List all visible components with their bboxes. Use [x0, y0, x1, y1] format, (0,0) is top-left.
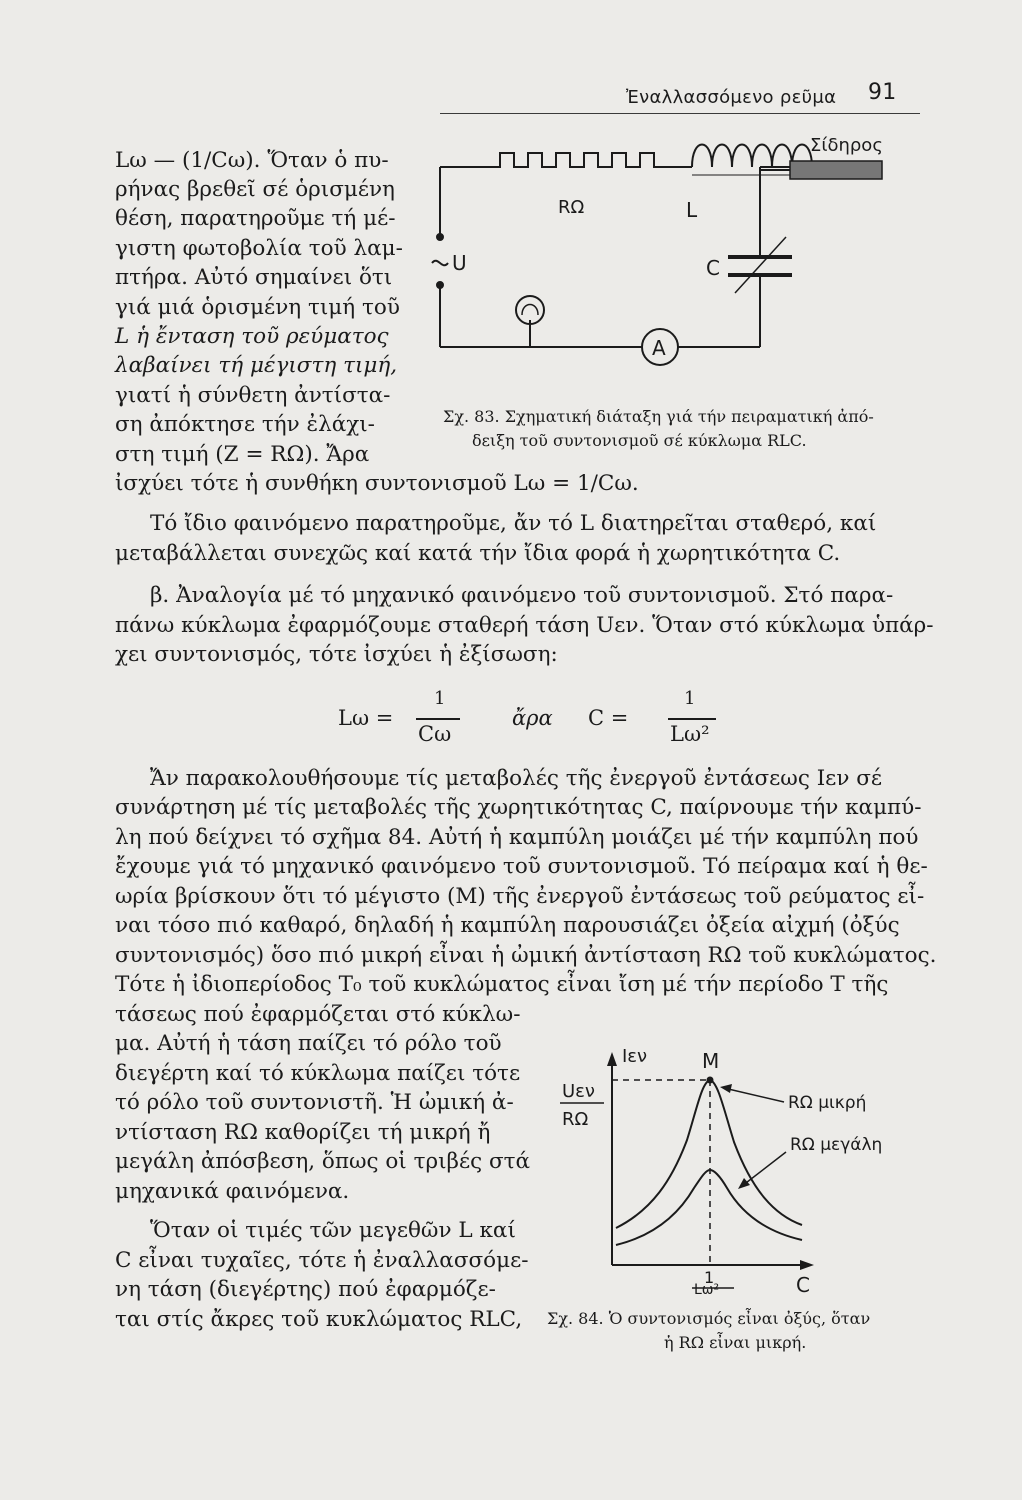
equation-mid: ἄρα [512, 706, 553, 730]
text-line: ωρία βρίσκουν ὅτι τό μέγιστο (M) τῆς ἐνεργοῦ ἐντάσεως τοῦ ρεύματος εἶ- [115, 884, 925, 909]
x-axis-arrow [800, 1260, 814, 1270]
ac-source-icon [432, 261, 448, 266]
fig84-label-small: RΩ μικρή [788, 1093, 867, 1113]
text-line: τάσεως πού ἐφαρμόζεται στό κύκλω- [115, 1002, 521, 1027]
arrow-small-r [724, 1088, 784, 1102]
text-line: στη τιμή (Z = RΩ). Ἄρα [115, 442, 370, 467]
equation-den2: Lω² [670, 722, 710, 746]
fig84-label-x0-den: Lω² [694, 1282, 720, 1295]
fig83-label-l: L [686, 198, 698, 222]
figure-83-circuit [430, 125, 910, 385]
text-line: πτήρα. Αὐτό σημαίνει ὅτι [115, 265, 393, 290]
text-line: διεγέρτη καί τό κύκλωμα παίζει τότε [115, 1061, 521, 1086]
text-line: λαβαίνει τή μέγιστη τιμή, [115, 353, 398, 378]
text-line: μεγάλη ἀπόσβεση, ὅπως οἱ τριβές στά [115, 1149, 531, 1174]
fig84-label-ratio-num: Uεν [562, 1081, 595, 1102]
fig83-label-iron: Σίδηρος [810, 135, 883, 156]
text-line: τό ρόλο τοῦ συντονιστῆ. Ἡ ὠμική ἀ- [115, 1090, 514, 1115]
equation-den1: Cω [418, 722, 452, 746]
text-line: μα. Αὐτή ἡ τάση παίζει τό ρόλο τοῦ [115, 1031, 502, 1056]
peak-point-m [707, 1077, 714, 1084]
text-line: ται στίς ἄκρες τοῦ κυκλώματος RLC, [115, 1307, 523, 1332]
curve-small-r [616, 1080, 802, 1228]
fig84-caption-line2: ἡ RΩ εἶναι μικρή. [664, 1333, 807, 1352]
fig84-label-y: Iεν [622, 1046, 648, 1067]
text-line: ση ἀπόκτησε τήν ἐλάχι- [115, 412, 375, 437]
fig83-caption-line2: δειξη τοῦ συντονισμοῦ σέ κύκλωμα RLC. [472, 431, 807, 450]
text-line: μεταβάλλεται συνεχῶς καί κατά τήν ἴδια φορά ἡ χωρητικότητα C. [115, 541, 841, 566]
fig83-label-r: RΩ [558, 197, 585, 218]
arrow-large-r [742, 1152, 786, 1186]
iron-core [790, 161, 882, 179]
text-line: Τό ἴδιο φαινόμενο παρατηροῦμε, ἄν τό L διατηρεῖται σταθερό, καί [150, 511, 877, 536]
fig83-label-u: U [452, 251, 467, 275]
text-line: νη τάση (διεγέρτης) πού ἐφαρμόζε- [115, 1277, 496, 1302]
fig83-caption-line1: Σχ. 83. Σχηματική διάταξη γιά τήν πειραματική ἀπό- [443, 407, 874, 426]
text-line: ἔχουμε γιά τό μηχανικό φαινόμενο τοῦ συντονισμοῦ. Τό πείραμα καί ἡ θε- [115, 854, 928, 879]
text-line: Τότε ἡ ἰδιοπερίοδος T₀ τοῦ κυκλώματος εἶναι ἴση μέ τήν περίοδο T τῆς [115, 972, 889, 997]
fig84-label-x: C [796, 1273, 810, 1295]
fig84-label-x0-num: 1 [704, 1268, 715, 1287]
equation-lhs1: Lω = [338, 706, 394, 730]
fig84-label-large: RΩ μεγάλη [790, 1135, 883, 1155]
text-line: γιά μιά ὁρισμένη τιμή τοῦ [115, 295, 400, 320]
text-line: ναι τόσο πιό καθαρό, δηλαδή ἡ καμπύλη παρουσιάζει ὀξεία αἰχμή (ὀξύς [115, 913, 900, 938]
fig84-label-ratio-den: RΩ [562, 1109, 589, 1130]
header-rule [440, 113, 920, 114]
equation-fraction-bar2 [668, 718, 716, 720]
text-line: ἰσχύει τότε ἡ συνθήκη συντονισμοῦ Lω = 1/Cω. [115, 471, 639, 496]
figure-84-resonance-curves [552, 1030, 932, 1295]
text-line: λη πού δείχνει τό σχῆμα 84. Αὐτή ἡ καμπύλη μοιάζει μέ τήν καμπύλη πού [115, 825, 919, 850]
equation-num2: 1 [684, 688, 696, 709]
text-line: γιατί ἡ σύνθετη ἀντίστα- [115, 383, 391, 408]
fig84-caption-line1: Σχ. 84. Ὁ συντονισμός εἶναι ὀξύς, ὅταν [547, 1309, 871, 1328]
text-line: πάνω κύκλωμα ἐφαρμόζουμε σταθερή τάση Uεν. Ὅταν στό κύκλωμα ὑπάρ- [115, 613, 934, 638]
text-line: συνάρτηση μέ τίς μεταβολές τῆς χωρητικότητας C, παίρνουμε τήν καμπύ- [115, 795, 922, 820]
text-line: Ἄν παρακολουθήσουμε τίς μεταβολές τῆς ἐνεργοῦ ἐντάσεως Iεν σέ [150, 766, 883, 791]
text-line: χει συντονισμός, τότε ἰσχύει ἡ ἐξίσωση: [115, 642, 558, 667]
page-number: 91 [868, 80, 897, 105]
text-line: μηχανικά φαινόμενα. [115, 1179, 350, 1204]
text-line: Ὅταν οἱ τιμές τῶν μεγεθῶν L καί [150, 1218, 516, 1243]
equation-num1: 1 [434, 688, 446, 709]
resistor-zigzag [440, 153, 692, 167]
running-header-title: Ἐναλλασσόμενο ρεῦμα [626, 87, 837, 108]
text-line: ρήνας βρεθεῖ σέ ὁρισμένη [115, 177, 395, 202]
text-line: συντονισμός) ὅσο πιό μικρή εἶναι ἡ ὠμική ἀντίσταση RΩ τοῦ κυκλώματος. [115, 943, 937, 968]
text-line: β. Ἀναλογία μέ τό μηχανικό φαινόμενο τοῦ συντονισμοῦ. Στό παρα- [150, 583, 894, 608]
lamp-bulb [516, 296, 544, 324]
text-line: γιστη φωτοβολία τοῦ λαμ- [115, 236, 403, 261]
y-axis-arrow [607, 1052, 617, 1066]
equation-fraction-bar1 [416, 718, 460, 720]
fig83-label-a: A [652, 336, 666, 360]
text-line: L ἡ ἔνταση τοῦ ρεύματος [115, 324, 389, 349]
text-line: θέση, παρατηροῦμε τή μέ- [115, 206, 396, 231]
equation-lhs2: C = [588, 706, 629, 730]
text-line: ντίσταση RΩ καθορίζει τή μικρή ἤ [115, 1120, 491, 1145]
text-line: Lω — (1/Cω). Ὅταν ὁ πυ- [115, 148, 389, 173]
text-line: C εἶναι τυχαῖες, τότε ἡ ἐναλλασσόμε- [115, 1248, 529, 1273]
fig84-label-m: M [702, 1049, 720, 1073]
fig83-label-c: C [706, 256, 720, 280]
